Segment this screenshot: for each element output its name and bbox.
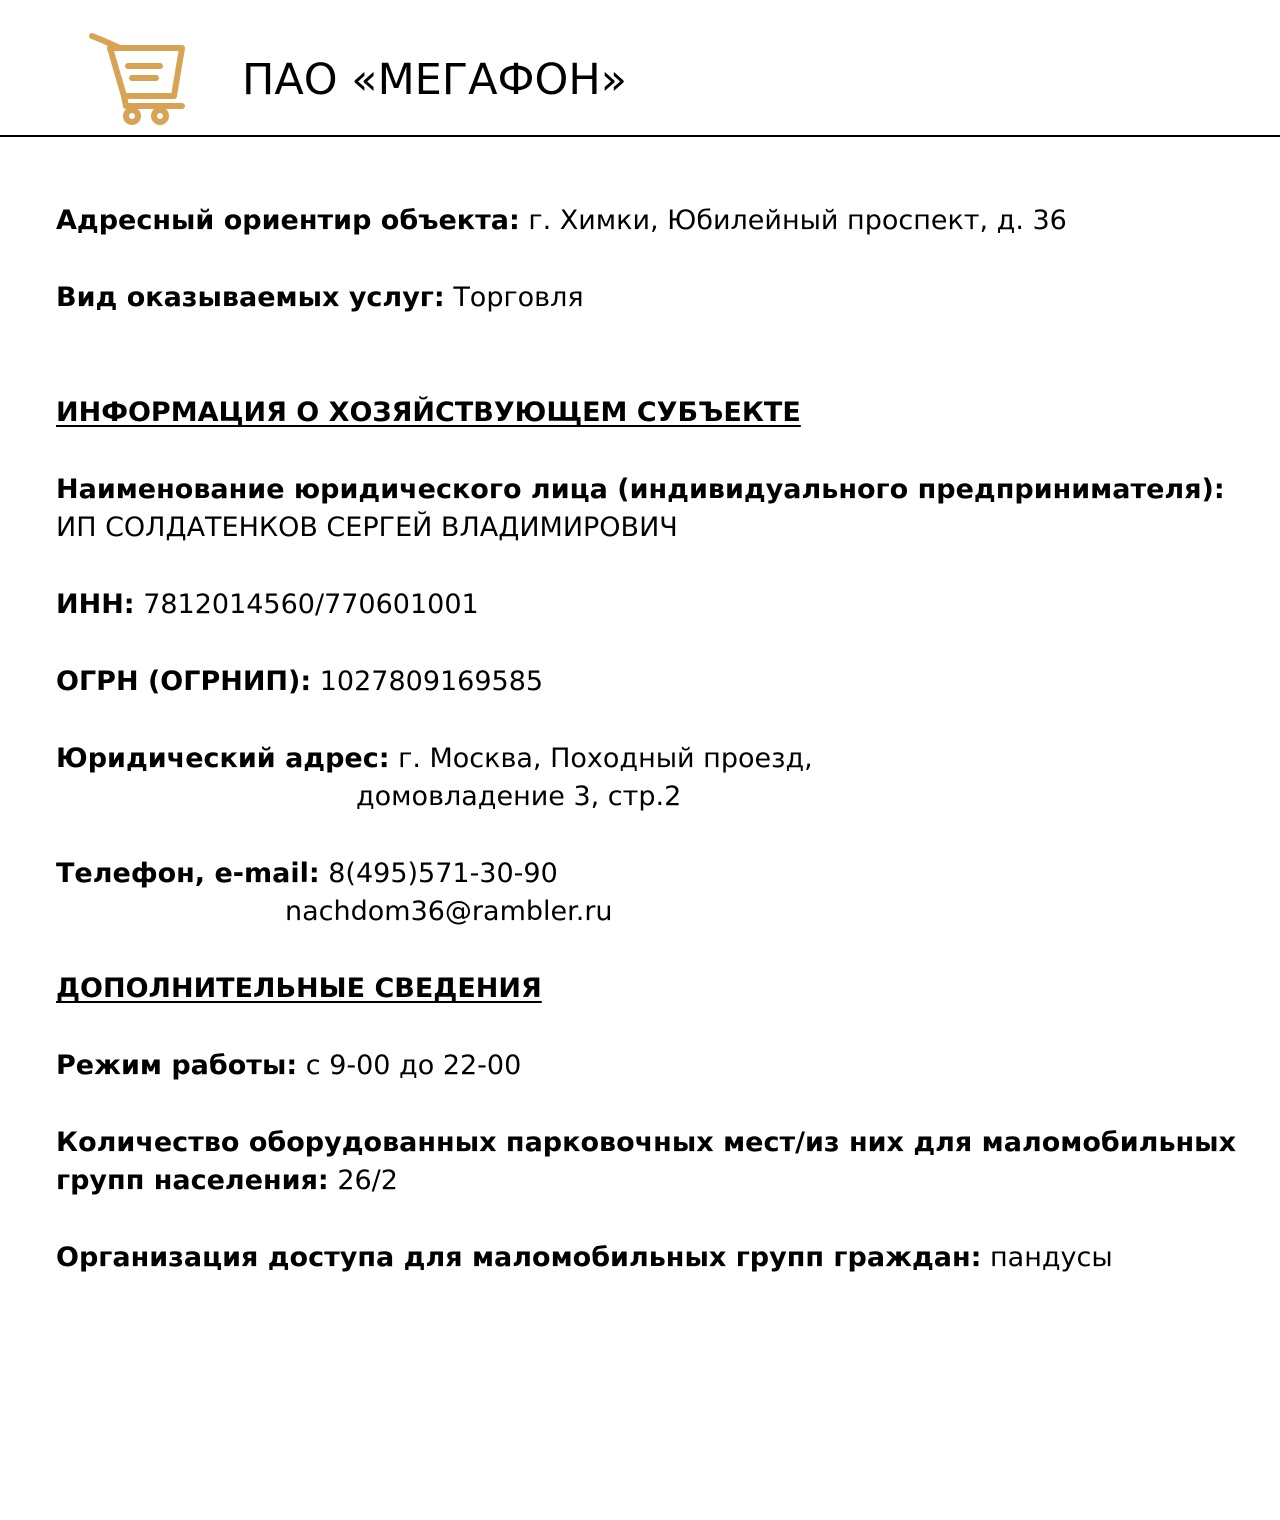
entity-name-value: ИП СОЛДАТЕНКОВ СЕРГЕЙ ВЛАДИМИРОВИЧ (56, 512, 678, 543)
parking-row (56, 1162, 398, 1200)
ogrn-row (56, 663, 543, 701)
legal-address-label: Юридический адрес: (56, 743, 390, 774)
contacts-row (56, 855, 558, 893)
entity-section-heading: ИНФОРМАЦИЯ О ХОЗЯЙСТВУЮЩЕМ СУБЪЕКТЕ (56, 397, 801, 428)
shopping-cart-icon (86, 30, 190, 126)
additional-section-heading: ДОПОЛНИТЕЛЬНЫЕ СВЕДЕНИЯ (56, 973, 542, 1004)
access-row (56, 1239, 1113, 1277)
page-header (0, 0, 1280, 137)
hours-row (56, 1047, 521, 1085)
inn-label: ИНН: (56, 589, 135, 620)
hours-label: Режим работы: (56, 1050, 298, 1081)
inn-row (56, 586, 479, 624)
address-row (56, 202, 1067, 240)
legal-address-line2: домовладение 3, стр.2 (356, 781, 682, 812)
entity-name-label: Наименование юридического лица (индивидуального предпринимателя): (56, 474, 1225, 505)
hours-value: с 9-00 до 22-00 (305, 1050, 522, 1081)
parking-label-line1: Количество оборудованных парковочных мест/из них для маломобильных (56, 1127, 1237, 1158)
legal-address-line1: г. Москва, Походный проезд, (398, 743, 813, 774)
ogrn-label: ОГРН (ОГРНИП): (56, 666, 312, 697)
inn-value: 7812014560/770601001 (143, 589, 479, 620)
service-label: Вид оказываемых услуг: (56, 282, 445, 313)
address-label: Адресный ориентир объекта: (56, 205, 520, 236)
service-value: Торговля (453, 282, 584, 313)
access-value: пандусы (990, 1242, 1113, 1273)
service-row (56, 279, 584, 317)
legal-address-row (56, 740, 813, 778)
page-title: ПАО «МЕГАФОН» (242, 55, 627, 105)
email-value: nachdom36@rambler.ru (285, 896, 613, 927)
contacts-label: Телефон, e-mail: (56, 858, 320, 889)
phone-value: 8(495)571-30-90 (328, 858, 558, 889)
parking-value: 26/2 (337, 1165, 398, 1196)
access-label: Организация доступа для маломобильных групп граждан: (56, 1242, 982, 1273)
ogrn-value: 1027809169585 (319, 666, 544, 697)
parking-label-line2: групп населения: (56, 1165, 329, 1196)
address-value: г. Химки, Юбилейный проспект, д. 36 (528, 205, 1067, 236)
